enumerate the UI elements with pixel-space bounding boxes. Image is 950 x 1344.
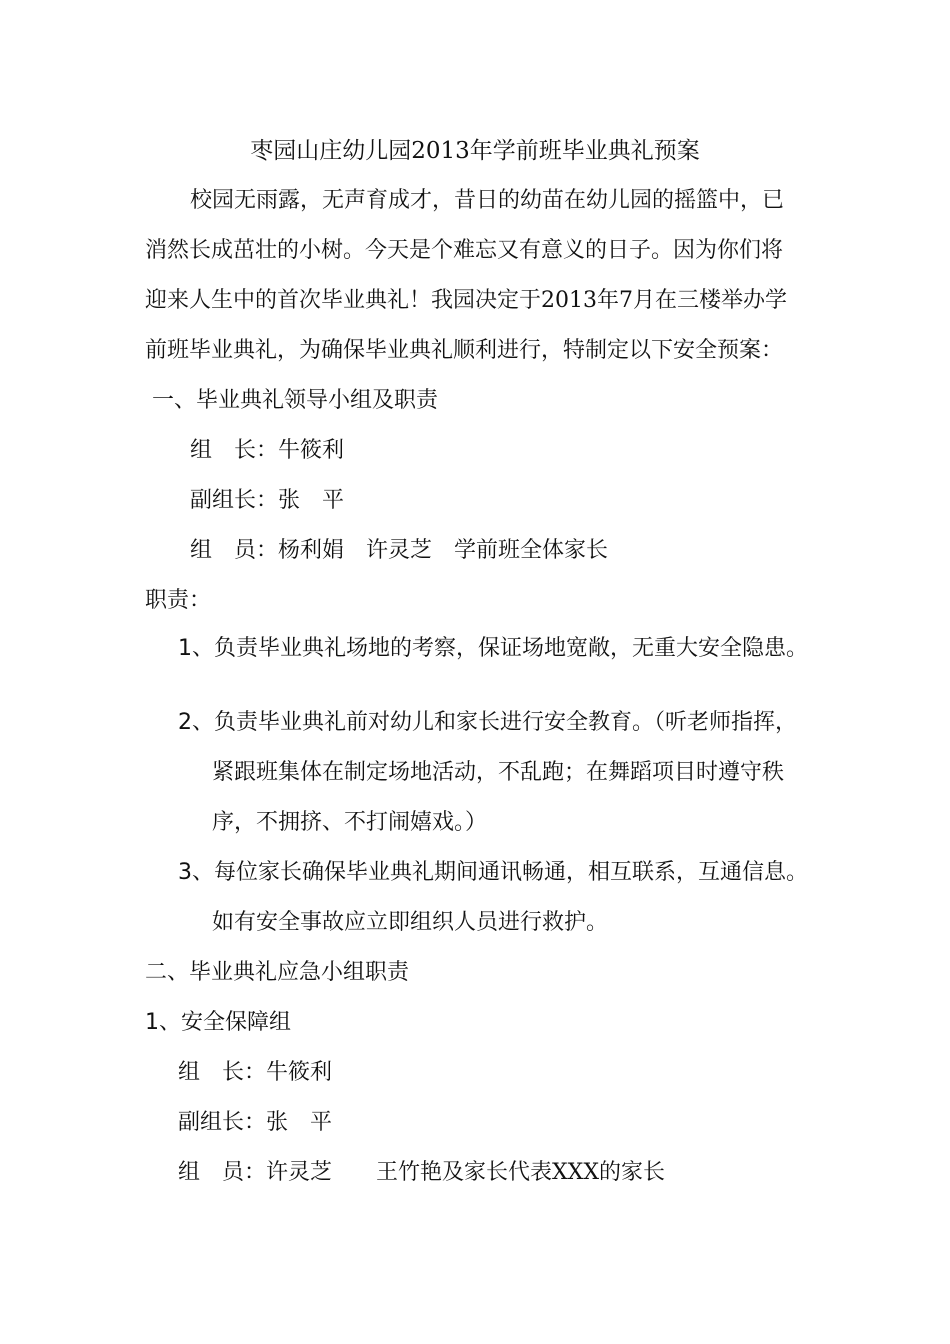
- duty-item-1: [178, 634, 808, 664]
- duty-item-3: [178, 858, 808, 888]
- intro-line-3: 迎来人生中的首次毕业典礼！我园决定于2013年7月在三楼举办学: [145, 288, 787, 313]
- intro-line-4: 前班毕业典礼，为确保毕业典礼顺利进行，特制定以下安全预案：: [145, 338, 784, 363]
- duty-text-2-line-2: 紧跟班集体在制定场地活动，不乱跑；在舞蹈项目时遵守秩: [212, 760, 785, 785]
- section-1-heading: 一、毕业典礼领导小组及职责: [152, 388, 439, 413]
- duty-item-2: [178, 708, 797, 738]
- duty-number-3: 3: [178, 860, 192, 885]
- duties-label: 职责：: [145, 588, 212, 613]
- duty-text-3-line-2: 如有安全事故应立即组织人员进行救护。: [212, 910, 609, 935]
- duty-number-2: 2: [178, 710, 192, 735]
- intro-line-2: 消然长成茁壮的小树。今天是个难忘又有意义的日子。因为你们将: [145, 238, 784, 263]
- subsection-1-leader: 组 长：牛筱利: [178, 1060, 333, 1085]
- section-1-deputy: 副组长：张 平: [190, 488, 345, 513]
- section-2-heading: 二、毕业典礼应急小组职责: [145, 960, 410, 985]
- duty-text-2-line-3: 序，不拥挤、不打闹嬉戏。）: [212, 810, 488, 835]
- page-title: 枣园山庄幼儿园2013年学前班毕业典礼预案: [250, 138, 700, 164]
- duty-text-2-line-1: 、负责毕业典礼前对幼儿和家长进行安全教育。（听老师指挥，: [192, 710, 798, 735]
- subsection-1-members: 组 员：许灵芝 王竹艳及家长代表XXX的家长: [178, 1160, 665, 1185]
- subsection-1-number: 1: [145, 1010, 159, 1035]
- duty-text-1-line-1: 、负责毕业典礼场地的考察，保证场地宽敞，无重大安全隐患。: [192, 636, 809, 661]
- intro-line-1: 校园无雨露，无声育成才，昔日的幼苗在幼儿园的摇篮中，已: [190, 188, 785, 213]
- subsection-1-label: 、安全保障组: [159, 1010, 292, 1035]
- subsection-1-heading: [145, 1008, 291, 1038]
- section-1-leader: 组 长：牛筱利: [190, 438, 345, 463]
- subsection-1-deputy: 副组长：张 平: [178, 1110, 333, 1135]
- duty-text-3-line-1: 、每位家长确保毕业典礼期间通讯畅通，相互联系，互通信息。: [192, 860, 809, 885]
- duty-number-1: 1: [178, 636, 192, 661]
- section-1-members: 组 员：杨利娟 许灵芝 学前班全体家长: [190, 538, 609, 563]
